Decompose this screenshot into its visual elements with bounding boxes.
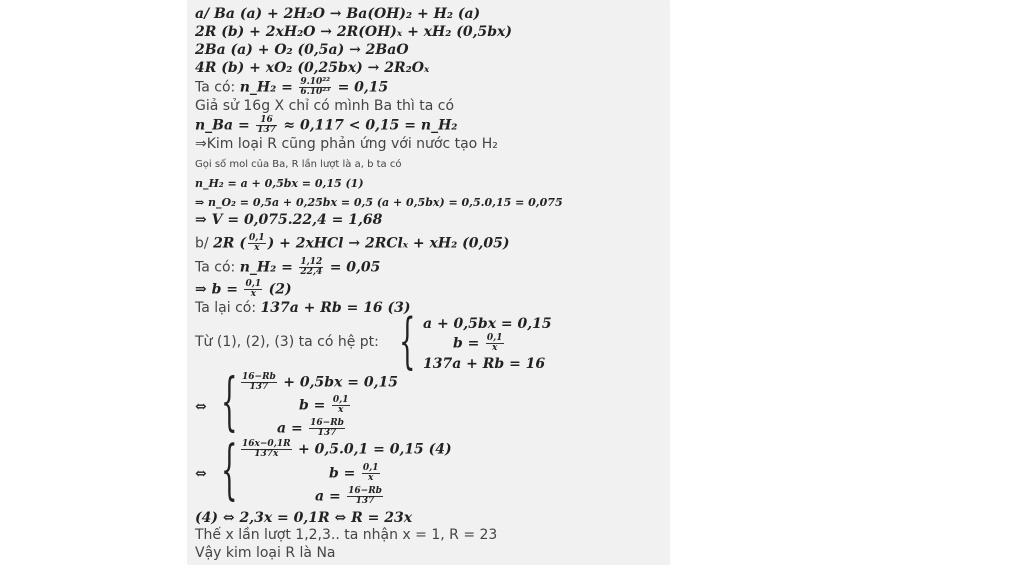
system-1-row-3: 137a + Rb = 16 [423,356,546,372]
fraction: $\frac{0,1}{x}$ [248,233,265,253]
system-brace: { [221,368,238,440]
fraction: $\frac{16-Rb}{137}$ [310,418,344,438]
b-expression-line: ⇒ b = $\frac{0,1}{x}$ (2) [195,279,292,299]
system-3-row-2: b = $\frac{0,1}{x}$ [329,463,379,483]
moles-h2-part-b: Ta có: n_H₂ = $\frac{1,12}{22,4}$ = 0,05 [195,257,381,277]
mass-equation-line: Ta lại có: 137a + Rb = 16 (3) [195,300,411,316]
equation-2: 2R (b) + 2xH₂O → 2R(OH)ₓ + xH₂ (0,5bx) [195,24,512,40]
system-2-row-3: a = $\frac{16-Rb}{137}$ [277,418,344,438]
equivalence-symbol: ⇔ [195,399,207,415]
system-3-row-1: $\frac{16x-0,1R}{137x}$ + 0,5.0,1 = 0,15 (4) [242,439,452,459]
fraction: $\frac{0,1}{x}$ [362,463,379,483]
equation-4: 4R (b) + xO₂ (0,25bx) → 2R₂Oₓ [195,60,430,76]
assumption-line: Giả sử 16g X chỉ có mình Ba thì ta có [195,98,455,114]
conclusion-r-reacts: ⇒Kim loại R cũng phản ứng với nước tạo H₂ [195,136,498,152]
system-brace: { [221,434,238,509]
system-2-row-2: b = $\frac{0,1}{x}$ [299,395,349,415]
moles-o2-line: ⇒ n_O₂ = 0,5a + 0,25bx = 0,5 (a + 0,5bx) = 0,5.0,15 = 0,075 [195,196,563,209]
fraction: $\frac{1,12}{22,4}$ [300,257,323,277]
volume-line: ⇒ V = 0,075.22,4 = 1,68 [195,212,383,228]
fraction: $\frac{16-Rb}{137}$ [242,372,276,392]
equation-3: 2Ba (a) + O₂ (0,5a) → 2BaO [195,42,409,58]
define-variables-line: Gọi số mol của Ba, R lần lượt là a, b ta có [195,159,402,170]
fraction: $\frac{16-Rb}{137}$ [348,486,382,506]
result-equation: (4) ⇔ 2,3x = 0,1R ⇔ R = 23x [195,510,413,526]
system-1-row-1: a + 0,5bx = 0,15 [423,316,552,332]
moles-ba-line: n_Ba = $\frac{16}{137}$ ≈ 0,117 < 0,15 = n_H₂ [195,115,458,135]
part-b-equation: b/ 2R ( $\frac{0,1}{x}$ ) + 2xHCl → 2RClₓ + xH₂ (0,05) [195,233,510,253]
solution-sheet [187,0,670,565]
system-intro: Từ (1), (2), (3) ta có hệ pt: [195,334,379,350]
fraction: $\frac{0,1}{x}$ [486,333,503,353]
system-3-row-3: a = $\frac{16-Rb}{137}$ [315,486,382,506]
system-2-row-1: $\frac{16-Rb}{137}$ + 0,5bx = 0,15 [242,372,398,392]
equation-1: a/ Ba (a) + 2H₂O → Ba(OH)₂ + H₂ (a) [195,6,481,22]
system-brace: { [399,308,416,377]
substitution-line: Thế x lần lượt 1,2,3.. ta nhận x = 1, R = 23 [195,527,498,543]
fraction: $\frac{0,1}{x}$ [245,279,262,299]
equivalence-symbol: ⇔ [195,466,207,482]
fraction: $\frac{\text{9.10²²}}{\text{6.10²³}}$ [300,77,331,97]
system-1-row-2: b = $\frac{0,1}{x}$ [453,333,503,353]
final-answer: Vậy kim loại R là Na [195,545,336,561]
fraction: $\frac{0,1}{x}$ [332,395,349,415]
equation-1-label: n_H₂ = a + 0,5bx = 0,15 (1) [195,177,364,190]
moles-h2-line: Ta có: n_H₂ = $\frac{\text{9.10²²}}{\text{6.10²³}}$ = 0,15 [195,77,389,97]
fraction: $\frac{16x-0,1R}{137x}$ [242,439,291,459]
fraction: $\frac{16}{137}$ [257,115,276,135]
